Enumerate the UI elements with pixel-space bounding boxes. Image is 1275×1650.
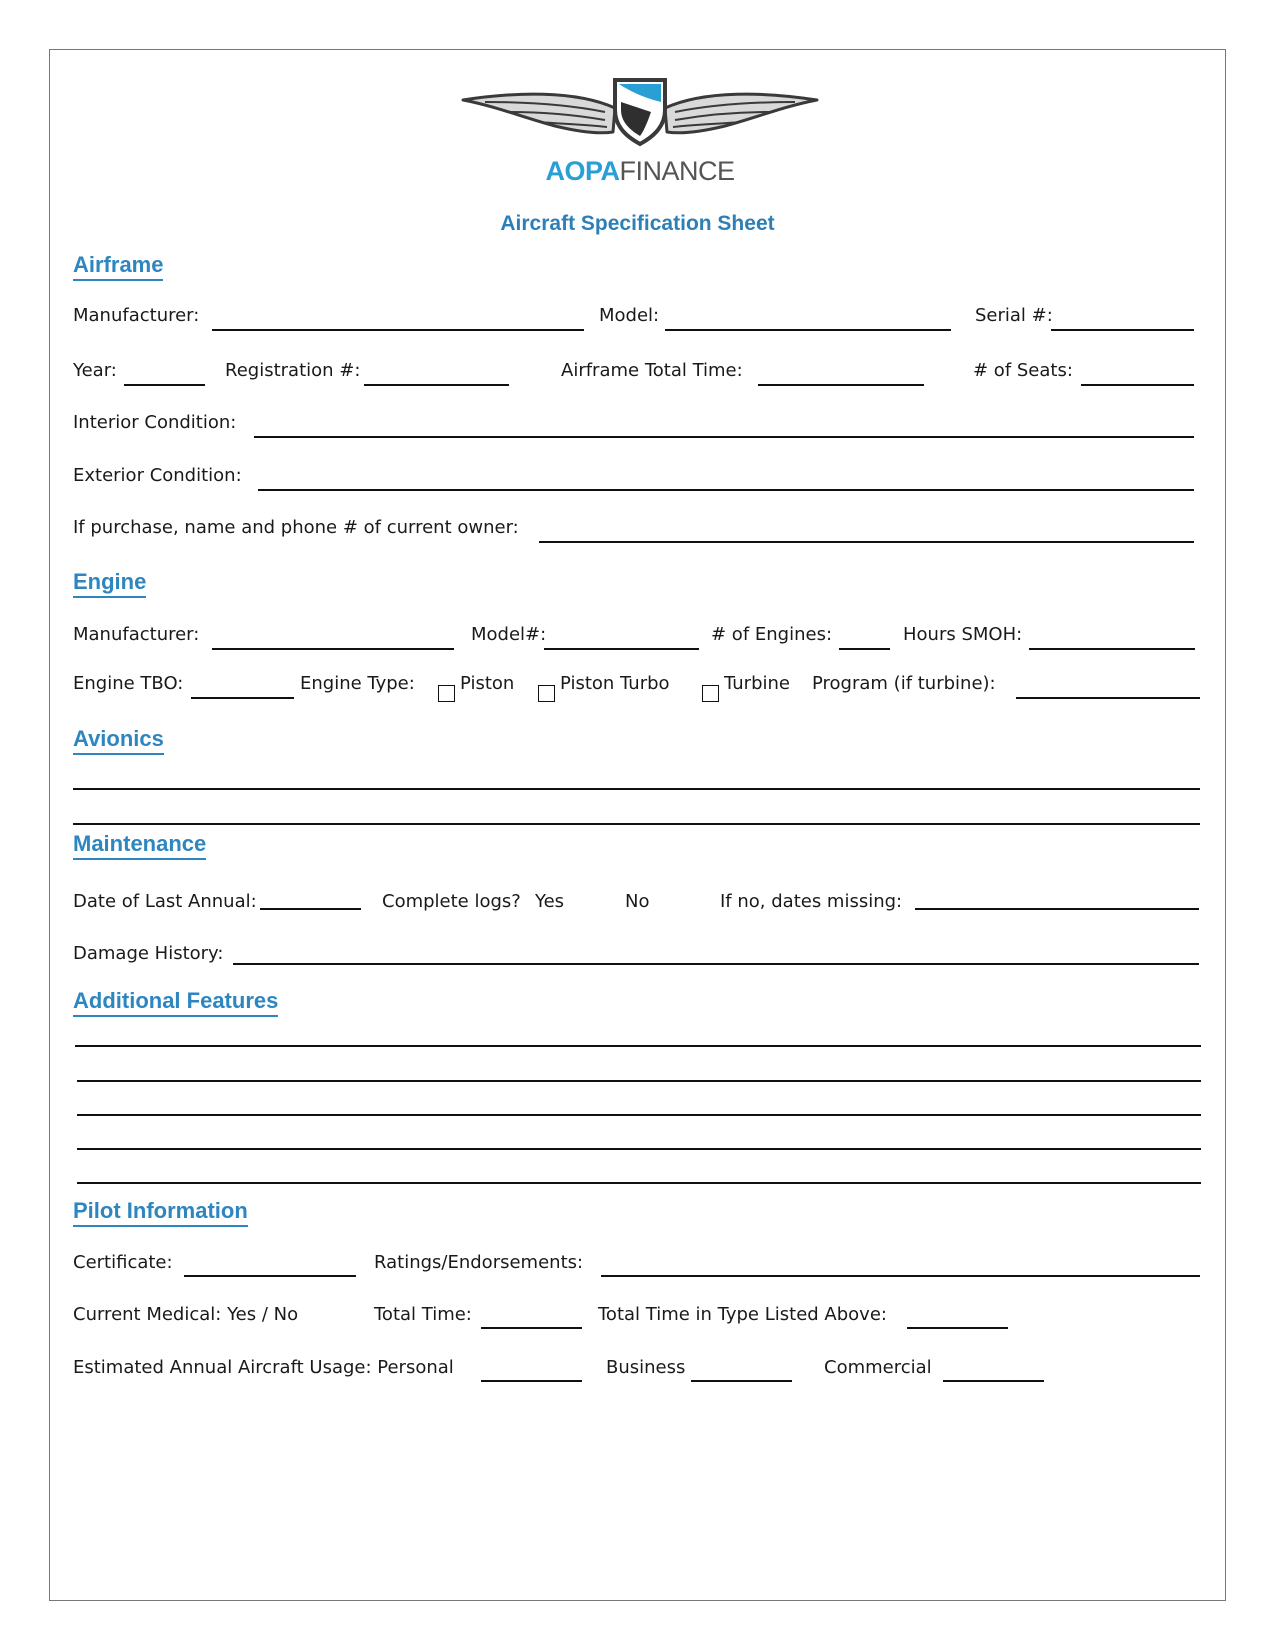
- turbine-program-field[interactable]: [1016, 697, 1200, 699]
- engine-count-field[interactable]: [839, 648, 890, 650]
- piston-label: Piston: [460, 673, 515, 694]
- airframe-year-label: Year:: [73, 360, 117, 381]
- airframe-total-time-label: Airframe Total Time:: [561, 360, 743, 381]
- hours-smoh-label: Hours SMOH:: [903, 624, 1023, 645]
- airframe-manufacturer-field[interactable]: [212, 329, 584, 331]
- airframe-registration-label: Registration #:: [225, 360, 361, 381]
- dates-missing-field[interactable]: [915, 908, 1199, 910]
- engine-tbo-label: Engine TBO:: [73, 673, 184, 694]
- engine-manufacturer-field[interactable]: [212, 648, 454, 650]
- exterior-condition-label: Exterior Condition:: [73, 465, 242, 486]
- airframe-model-label: Model:: [599, 305, 660, 326]
- engine-count-label: # of Engines:: [711, 624, 833, 645]
- piston-checkbox[interactable]: [438, 685, 455, 702]
- turbine-label: Turbine: [724, 673, 790, 694]
- engine-tbo-field[interactable]: [191, 697, 294, 699]
- ratings-label: Ratings/Endorsements:: [374, 1252, 584, 1273]
- airframe-manufacturer-label: Manufacturer:: [73, 305, 200, 326]
- airframe-seats-label: # of Seats:: [973, 360, 1073, 381]
- additional-line-5[interactable]: [77, 1182, 1201, 1184]
- current-medical-label: Current Medical: Yes / No: [73, 1304, 299, 1325]
- turbine-program-label: Program (if turbine):: [812, 673, 996, 694]
- annual-usage-commercial-label: Commercial: [824, 1357, 932, 1378]
- airframe-registration-field[interactable]: [364, 384, 509, 386]
- certificate-field[interactable]: [184, 1275, 356, 1277]
- airframe-serial-field[interactable]: [1051, 329, 1194, 331]
- airframe-heading: Airframe: [73, 252, 163, 281]
- damage-history-label: Damage History:: [73, 943, 224, 964]
- current-owner-field[interactable]: [539, 541, 1194, 543]
- annual-usage-personal-field[interactable]: [481, 1380, 582, 1382]
- avionics-heading: Avionics: [73, 726, 164, 755]
- annual-usage-business-field[interactable]: [691, 1380, 792, 1382]
- airframe-seats-field[interactable]: [1081, 384, 1194, 386]
- avionics-line-1[interactable]: [73, 788, 1200, 790]
- engine-manufacturer-label: Manufacturer:: [73, 624, 200, 645]
- additional-line-4[interactable]: [77, 1148, 1201, 1150]
- engine-model-label: Model#:: [471, 624, 547, 645]
- logs-no-option[interactable]: No: [625, 891, 650, 912]
- engine-heading: Engine: [73, 569, 146, 598]
- brand-wordmark: [470, 156, 810, 187]
- annual-usage-commercial-field[interactable]: [943, 1380, 1044, 1382]
- piston-turbo-label: Piston Turbo: [560, 673, 670, 694]
- annual-usage-business-label: Business: [606, 1357, 686, 1378]
- additional-line-1[interactable]: [75, 1045, 1201, 1047]
- pilot-information-heading: Pilot Information: [73, 1198, 248, 1227]
- engine-type-label: Engine Type:: [300, 673, 415, 694]
- airframe-model-field[interactable]: [665, 329, 951, 331]
- damage-history-field[interactable]: [233, 963, 1199, 965]
- brand-finance: FINANCE: [619, 156, 735, 186]
- avionics-line-2[interactable]: [73, 823, 1200, 825]
- current-owner-label: If purchase, name and phone # of current owner:: [73, 517, 519, 538]
- time-in-type-label: Total Time in Type Listed Above:: [598, 1304, 887, 1325]
- page-title: Aircraft Specification Sheet: [500, 212, 775, 235]
- logs-yes-option[interactable]: Yes: [535, 891, 565, 912]
- last-annual-label: Date of Last Annual:: [73, 891, 257, 912]
- interior-condition-field[interactable]: [254, 436, 1194, 438]
- time-in-type-field[interactable]: [907, 1327, 1008, 1329]
- additional-line-2[interactable]: [77, 1080, 1201, 1082]
- engine-model-field[interactable]: [544, 648, 699, 650]
- dates-missing-label: If no, dates missing:: [720, 891, 903, 912]
- brand-aopa: AOPA: [545, 156, 620, 186]
- pilot-total-time-field[interactable]: [481, 1327, 582, 1329]
- airframe-year-field[interactable]: [124, 384, 205, 386]
- piston-turbo-checkbox[interactable]: [538, 685, 555, 702]
- airframe-serial-label: Serial #:: [975, 305, 1053, 326]
- additional-line-3[interactable]: [77, 1114, 1201, 1116]
- maintenance-heading: Maintenance: [73, 831, 206, 860]
- hours-smoh-field[interactable]: [1029, 648, 1195, 650]
- annual-usage-personal-label: Estimated Annual Aircraft Usage: Personal: [73, 1357, 454, 1378]
- certificate-label: Certificate:: [73, 1252, 173, 1273]
- turbine-checkbox[interactable]: [702, 685, 719, 702]
- interior-condition-label: Interior Condition:: [73, 412, 237, 433]
- ratings-field[interactable]: [601, 1275, 1200, 1277]
- airframe-total-time-field[interactable]: [758, 384, 924, 386]
- last-annual-field[interactable]: [260, 908, 361, 910]
- exterior-condition-field[interactable]: [258, 489, 1194, 491]
- pilot-total-time-label: Total Time:: [374, 1304, 472, 1325]
- additional-features-heading: Additional Features: [73, 988, 278, 1017]
- complete-logs-label: Complete logs?: [382, 891, 521, 912]
